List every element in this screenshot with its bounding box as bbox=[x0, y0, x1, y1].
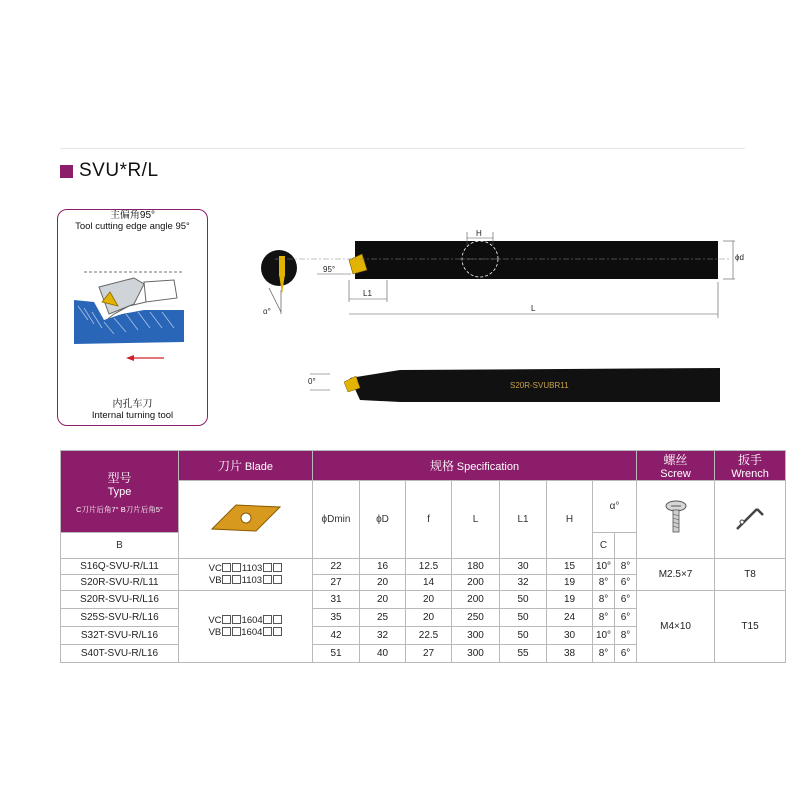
l-cell: 200 bbox=[452, 575, 500, 591]
angle-panel-footer bbox=[58, 399, 207, 421]
screw-header bbox=[637, 451, 715, 481]
wrench-header-en: Wrench bbox=[731, 468, 769, 480]
dmin-cell: 51 bbox=[313, 645, 360, 663]
screw-cell: M4×10 bbox=[637, 591, 715, 663]
angle-panel-header bbox=[58, 210, 207, 234]
l1-cell: 32 bbox=[500, 575, 547, 591]
dmin-cell: 27 bbox=[313, 575, 360, 591]
screw-image-cell bbox=[637, 481, 715, 559]
d-cell: 25 bbox=[360, 609, 406, 627]
angle-en-label: Tool cutting edge angle 95° bbox=[75, 221, 190, 232]
placeholder-box-icon bbox=[222, 575, 231, 584]
specification-table bbox=[60, 450, 786, 663]
wrench-cell: T8 bbox=[715, 559, 786, 591]
f-cell: 27 bbox=[406, 645, 452, 663]
l-cell: 300 bbox=[452, 627, 500, 645]
d-cell: 32 bbox=[360, 627, 406, 645]
placeholder-box-icon bbox=[273, 615, 282, 624]
placeholder-box-icon bbox=[263, 615, 272, 624]
dim-95-label: 95° bbox=[323, 265, 336, 274]
type-cell: S20R-SVU-R/L16 bbox=[61, 591, 179, 609]
placeholder-box-icon bbox=[263, 627, 272, 636]
spec-header-en: Specification bbox=[456, 461, 520, 473]
f-cell: 22.5 bbox=[406, 627, 452, 645]
dim-l-label: L bbox=[531, 304, 536, 313]
alpha-c-cell: 6° bbox=[615, 591, 637, 609]
tool-holder-photo bbox=[300, 360, 720, 410]
alpha-b-cell: 8° bbox=[593, 609, 615, 627]
placeholder-box-icon bbox=[273, 563, 282, 572]
type-header-cn: 型号 bbox=[107, 470, 132, 485]
table-row bbox=[61, 559, 786, 575]
l1-cell: 50 bbox=[500, 609, 547, 627]
placeholder-box-icon bbox=[222, 563, 231, 572]
blade-vb-prefix: VB bbox=[208, 626, 222, 638]
type-cell: S16Q-SVU-R/L11 bbox=[61, 559, 179, 575]
l-cell: 250 bbox=[452, 609, 500, 627]
blade-vb-code: 1604 bbox=[241, 626, 263, 638]
internal-tool-cn-label: 内孔车刀 bbox=[112, 399, 153, 410]
dim-l1-label: L1 bbox=[363, 289, 372, 298]
angle-cn-label: 主偏角95° bbox=[109, 210, 156, 221]
screw-cell: M2.5×7 bbox=[637, 559, 715, 591]
l1-cell: 50 bbox=[500, 627, 547, 645]
col-f-header: f bbox=[406, 481, 452, 559]
alpha-b-cell: 8° bbox=[593, 591, 615, 609]
alpha-c-header: C bbox=[593, 533, 615, 559]
l-cell: 300 bbox=[452, 645, 500, 663]
dmin-cell: 35 bbox=[313, 609, 360, 627]
f-cell: 14 bbox=[406, 575, 452, 591]
title-text: SVU*R/L bbox=[79, 160, 159, 181]
blade-header-cn: 刀片 bbox=[218, 459, 243, 473]
d-cell: 20 bbox=[360, 591, 406, 609]
blade-vc-prefix: VC bbox=[208, 614, 222, 626]
blade-vc-prefix: VC bbox=[208, 562, 222, 574]
dmin-cell: 42 bbox=[313, 627, 360, 645]
blade-group-2 bbox=[179, 591, 313, 663]
blade-vc-code: 1103 bbox=[241, 562, 263, 574]
dimension-drawing bbox=[255, 230, 745, 325]
section-title bbox=[60, 160, 159, 182]
f-cell: 12.5 bbox=[406, 559, 452, 575]
insert-blade-icon bbox=[206, 501, 286, 535]
screw-header-en: Screw bbox=[660, 468, 691, 480]
wrench-header bbox=[715, 451, 786, 481]
alpha-b-cell: 10° bbox=[593, 627, 615, 645]
h-cell: 15 bbox=[547, 559, 593, 575]
col-l-header: L bbox=[452, 481, 500, 559]
col-l1-header: L1 bbox=[500, 481, 547, 559]
l1-cell: 50 bbox=[500, 591, 547, 609]
col-h-header: H bbox=[547, 481, 593, 559]
dim-d-label: ϕd bbox=[735, 253, 744, 262]
cutting-angle-panel bbox=[57, 209, 208, 426]
insert-image-cell bbox=[179, 481, 313, 559]
alpha-c-cell: 8° bbox=[615, 627, 637, 645]
placeholder-box-icon bbox=[232, 615, 241, 624]
blade-header bbox=[179, 451, 313, 481]
d-cell: 40 bbox=[360, 645, 406, 663]
col-dmin-header: ϕDmin bbox=[313, 481, 360, 559]
wrench-icon bbox=[733, 501, 767, 535]
placeholder-box-icon bbox=[222, 627, 231, 636]
type-cell: S40T-SVU-R/L16 bbox=[61, 645, 179, 663]
h-cell: 24 bbox=[547, 609, 593, 627]
col-alpha-header: α° bbox=[593, 481, 637, 533]
type-cell: S20R-SVU-R/L11 bbox=[61, 575, 179, 591]
blade-group-1 bbox=[179, 559, 313, 591]
wrench-header-cn: 扳手 bbox=[738, 453, 763, 467]
blade-header-en: Blade bbox=[244, 461, 273, 473]
title-marker-square bbox=[60, 165, 73, 178]
alpha-b-header: B bbox=[61, 533, 179, 559]
dim-h-label: H bbox=[476, 230, 482, 238]
wrench-cell: T15 bbox=[715, 591, 786, 663]
f-cell: 20 bbox=[406, 609, 452, 627]
col-d-header: ϕD bbox=[360, 481, 406, 559]
type-header-en: Type bbox=[107, 485, 132, 498]
type-cell: S32T-SVU-R/L16 bbox=[61, 627, 179, 645]
h-cell: 19 bbox=[547, 591, 593, 609]
h-cell: 30 bbox=[547, 627, 593, 645]
f-cell: 20 bbox=[406, 591, 452, 609]
holder-engraving: S20R-SVUBR11 bbox=[510, 381, 569, 390]
zero-angle-label: 0° bbox=[308, 377, 316, 386]
d-cell: 20 bbox=[360, 575, 406, 591]
type-header bbox=[61, 451, 179, 533]
placeholder-box-icon bbox=[273, 575, 282, 584]
placeholder-box-icon bbox=[232, 563, 241, 572]
type-header-note: C刀片后角7° B刀片后角5° bbox=[76, 504, 163, 514]
placeholder-box-icon bbox=[222, 615, 231, 624]
l-cell: 200 bbox=[452, 591, 500, 609]
alpha-c-cell: 8° bbox=[615, 559, 637, 575]
alpha-b-cell: 10° bbox=[593, 559, 615, 575]
l1-cell: 55 bbox=[500, 645, 547, 663]
alpha-c-cell: 6° bbox=[615, 645, 637, 663]
l-cell: 180 bbox=[452, 559, 500, 575]
screw-header-cn: 螺丝 bbox=[663, 453, 688, 467]
alpha-c-cell: 6° bbox=[615, 575, 637, 591]
l1-cell: 30 bbox=[500, 559, 547, 575]
placeholder-box-icon bbox=[232, 627, 241, 636]
table-row bbox=[61, 591, 786, 609]
placeholder-box-icon bbox=[263, 575, 272, 584]
blade-vc-code: 1604 bbox=[241, 614, 263, 626]
d-cell: 16 bbox=[360, 559, 406, 575]
h-cell: 19 bbox=[547, 575, 593, 591]
h-cell: 38 bbox=[547, 645, 593, 663]
type-cell: S25S-SVU-R/L16 bbox=[61, 609, 179, 627]
spec-header-cn: 规格 bbox=[429, 459, 454, 473]
alpha-c-cell: 6° bbox=[615, 609, 637, 627]
placeholder-box-icon bbox=[263, 563, 272, 572]
alpha-label: α° bbox=[263, 307, 271, 316]
alpha-b-cell: 8° bbox=[593, 645, 615, 663]
spec-header bbox=[313, 451, 637, 481]
placeholder-box-icon bbox=[273, 627, 282, 636]
internal-turning-illustration bbox=[74, 262, 192, 372]
wrench-image-cell bbox=[715, 481, 786, 559]
alpha-b-cell: 8° bbox=[593, 575, 615, 591]
internal-tool-en-label: Internal turning tool bbox=[91, 410, 174, 421]
dmin-cell: 31 bbox=[313, 591, 360, 609]
dmin-cell: 22 bbox=[313, 559, 360, 575]
blade-vb-prefix: VB bbox=[208, 574, 222, 586]
screw-icon bbox=[661, 500, 691, 536]
blade-vb-code: 1103 bbox=[241, 574, 263, 586]
placeholder-box-icon bbox=[232, 575, 241, 584]
